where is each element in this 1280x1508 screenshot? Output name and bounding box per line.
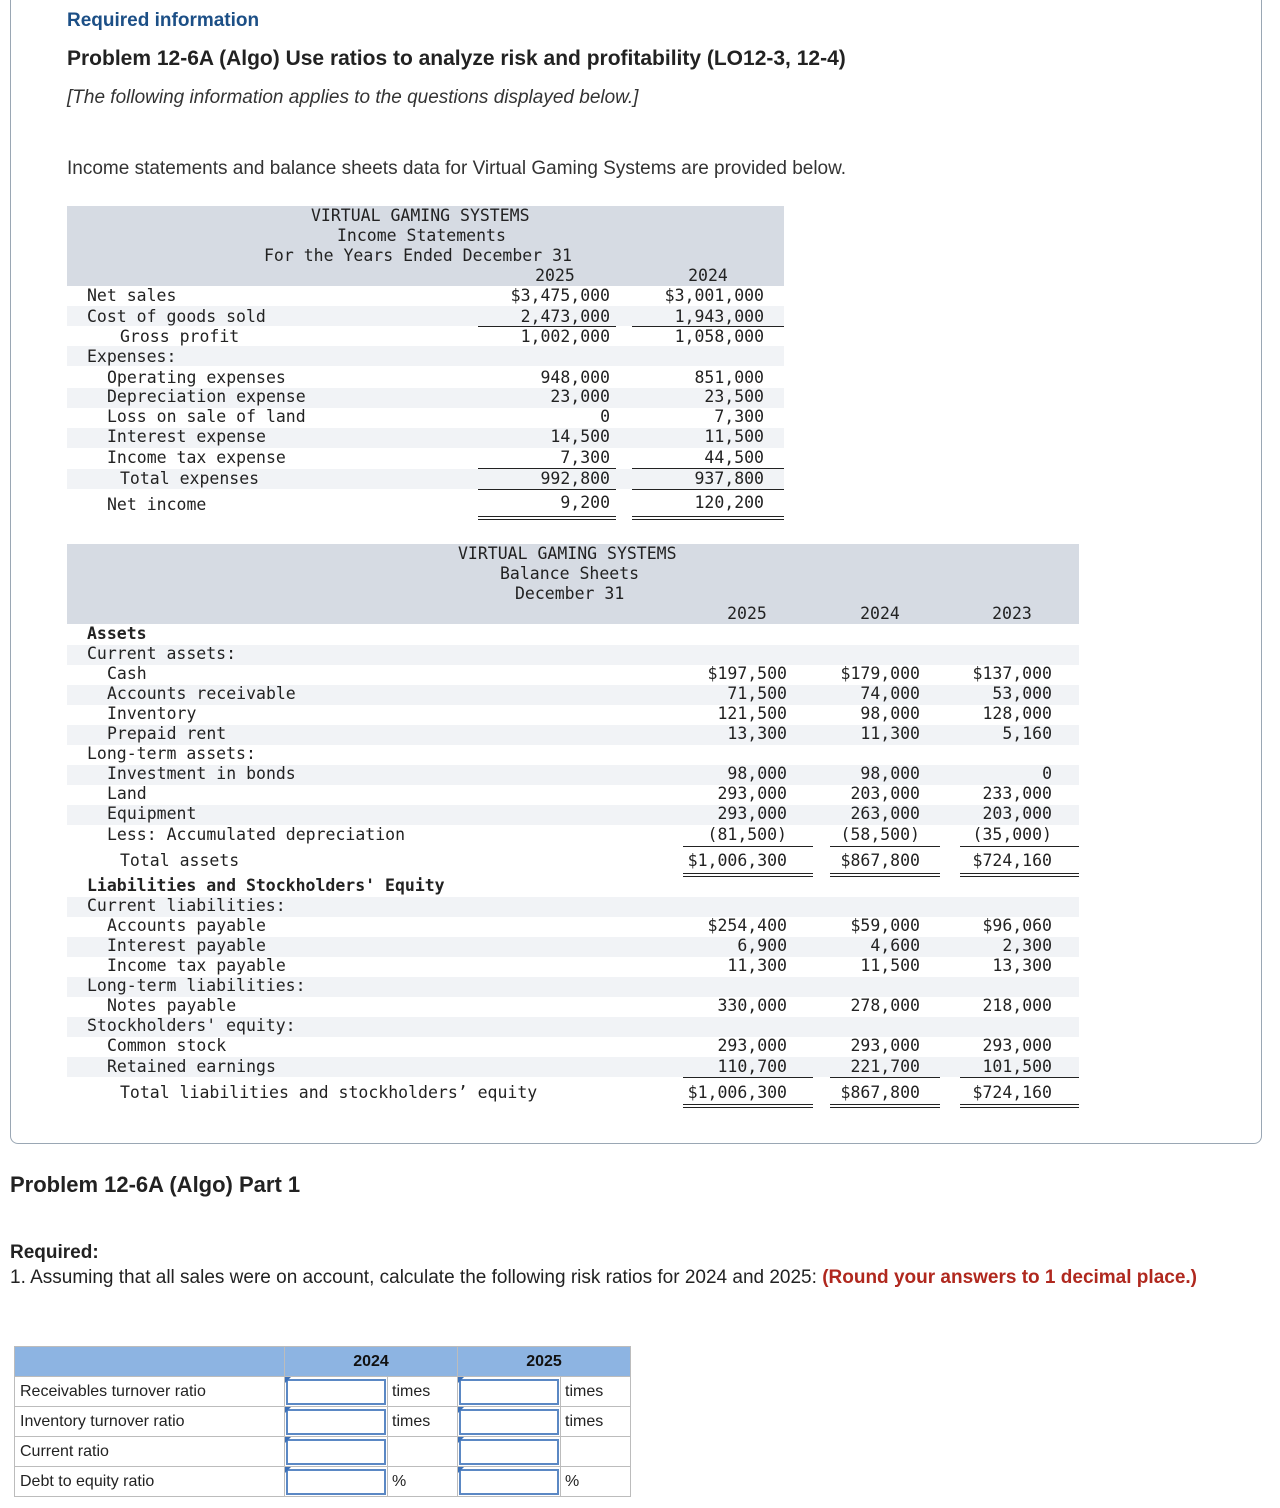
- income-value-2024: 851,000: [694, 368, 764, 387]
- balance-label: Land: [107, 784, 147, 803]
- table-row: [15, 1377, 631, 1407]
- income-label: Total expenses: [120, 469, 260, 488]
- balance-value: $179,000: [840, 664, 920, 683]
- balance-value: $96,060: [982, 916, 1052, 935]
- balance-period: December 31: [515, 584, 625, 603]
- balance-value: $867,800: [840, 1083, 920, 1102]
- balance-value: 203,000: [850, 784, 920, 803]
- income-company: VIRTUAL GAMING SYSTEMS: [311, 206, 530, 225]
- ratio-label: Debt to equity ratio: [15, 1467, 285, 1497]
- balance-value: $867,800: [840, 851, 920, 870]
- balance-label: Stockholders' equity:: [87, 1016, 296, 1035]
- balance-value: 0: [1042, 764, 1052, 783]
- balance-year-2024: 2024: [860, 604, 900, 623]
- income-title: Income Statements: [337, 226, 506, 245]
- balance-value: 13,300: [727, 724, 787, 743]
- balance-label: Current liabilities:: [87, 896, 286, 915]
- balance-label: Retained earnings: [107, 1057, 276, 1076]
- balance-value: 11,500: [860, 956, 920, 975]
- unit-label: %: [388, 1467, 458, 1497]
- income-value-2025: $3,475,000: [510, 286, 610, 305]
- balance-value: 278,000: [850, 996, 920, 1015]
- balance-label: Assets: [87, 624, 147, 643]
- balance-value: 11,300: [727, 956, 787, 975]
- balance-label: Accounts receivable: [107, 684, 296, 703]
- balance-value: 98,000: [860, 764, 920, 783]
- income-value-2024: 1,058,000: [674, 327, 764, 346]
- balance-value: 98,000: [860, 704, 920, 723]
- balance-value: 293,000: [850, 1036, 920, 1055]
- income-value-2025: 7,300: [560, 448, 610, 467]
- table-row: [15, 1467, 631, 1497]
- receivables-turnover-2024-input[interactable]: [286, 1379, 386, 1405]
- balance-value: 233,000: [982, 784, 1052, 803]
- balance-value: $1,006,300: [687, 1083, 787, 1102]
- balance-value: 330,000: [717, 996, 787, 1015]
- balance-value: 53,000: [992, 684, 1052, 703]
- inventory-turnover-2024-input[interactable]: [286, 1409, 386, 1435]
- balance-value: 293,000: [717, 1036, 787, 1055]
- ratio-label: Inventory turnover ratio: [15, 1407, 285, 1437]
- income-value-2025: 2,473,000: [520, 307, 610, 326]
- income-value-2024: 11,500: [704, 427, 764, 446]
- table-row: [15, 1407, 631, 1437]
- balance-value: $59,000: [850, 916, 920, 935]
- current-ratio-2025-input[interactable]: [459, 1439, 559, 1465]
- debt-to-equity-2024-input[interactable]: [286, 1469, 386, 1495]
- income-value-2025: 9,200: [560, 493, 610, 512]
- receivables-turnover-2025-input[interactable]: [459, 1379, 559, 1405]
- balance-value: 110,700: [717, 1057, 787, 1076]
- table-row: [15, 1437, 631, 1467]
- income-label: Cost of goods sold: [87, 307, 266, 326]
- balance-label: Income tax payable: [107, 956, 286, 975]
- balance-value: 2,300: [1002, 936, 1052, 955]
- unit-label: times: [388, 1407, 458, 1437]
- unit-label: times: [561, 1377, 631, 1407]
- problem-title: Problem 12-6A (Algo) Use ratios to analyze risk and profitability (LO12-3, 12-4): [67, 47, 846, 70]
- income-value-2024: $3,001,000: [664, 286, 764, 305]
- income-label: Loss on sale of land: [107, 407, 306, 426]
- income-value-2025: 992,800: [540, 469, 610, 488]
- balance-value: 121,500: [717, 704, 787, 723]
- income-label: Depreciation expense: [107, 387, 306, 406]
- ratio-label: Current ratio: [15, 1437, 285, 1467]
- unit-label: times: [388, 1377, 458, 1407]
- balance-value: 221,700: [850, 1057, 920, 1076]
- unit-label: times: [561, 1407, 631, 1437]
- balance-value: 128,000: [982, 704, 1052, 723]
- balance-label: Interest payable: [107, 936, 266, 955]
- balance-label: Current assets:: [87, 644, 237, 663]
- required-information-heading: Required information: [67, 10, 260, 31]
- balance-label: Inventory: [107, 704, 197, 723]
- balance-value: $197,500: [707, 664, 787, 683]
- balance-label: Long-term assets:: [87, 744, 256, 763]
- balance-value: 293,000: [717, 804, 787, 823]
- balance-label: Investment in bonds: [107, 764, 296, 783]
- income-label: Income tax expense: [107, 448, 286, 467]
- income-label: Expenses:: [87, 347, 177, 366]
- balance-label: Total liabilities and stockholders’ equity: [120, 1083, 538, 1102]
- balance-label: Equipment: [107, 804, 197, 823]
- balance-label: Liabilities and Stockholders' Equity: [87, 876, 445, 895]
- col-header-2024: 2024: [285, 1347, 458, 1377]
- balance-company: VIRTUAL GAMING SYSTEMS: [458, 544, 677, 563]
- income-label: Net income: [107, 495, 207, 514]
- balance-label: Total assets: [120, 851, 240, 870]
- unit-label: [388, 1437, 458, 1467]
- income-label: Net sales: [87, 286, 177, 305]
- unit-label: %: [561, 1467, 631, 1497]
- balance-value: 74,000: [860, 684, 920, 703]
- income-label: Gross profit: [120, 327, 240, 346]
- balance-value: $724,160: [972, 851, 1052, 870]
- required-label: Required:: [10, 1242, 99, 1263]
- income-value-2025: 14,500: [550, 427, 610, 446]
- round-note: (Round your answers to 1 decimal place.): [822, 1267, 1198, 1288]
- income-year-2024: 2024: [688, 266, 728, 285]
- balance-label: Accounts payable: [107, 916, 266, 935]
- ratio-answer-table: [14, 1346, 631, 1497]
- balance-value: (35,000): [972, 825, 1052, 844]
- income-value-2024: 937,800: [694, 469, 764, 488]
- balance-value: 203,000: [982, 804, 1052, 823]
- balance-label: Notes payable: [107, 996, 237, 1015]
- income-label: Interest expense: [107, 427, 266, 446]
- balance-value: 293,000: [982, 1036, 1052, 1055]
- income-label: Operating expenses: [107, 368, 286, 387]
- inventory-turnover-2025-input[interactable]: [459, 1409, 559, 1435]
- balance-label: Long-term liabilities:: [87, 976, 306, 995]
- balance-value: $254,400: [707, 916, 787, 935]
- income-value-2025: 948,000: [540, 368, 610, 387]
- part-title: Problem 12-6A (Algo) Part 1: [10, 1172, 301, 1197]
- income-value-2024: 23,500: [704, 387, 764, 406]
- balance-label: Less: Accumulated depreciation: [107, 825, 406, 844]
- balance-value: 98,000: [727, 764, 787, 783]
- balance-value: 218,000: [982, 996, 1052, 1015]
- balance-value: 263,000: [850, 804, 920, 823]
- balance-year-2025: 2025: [727, 604, 767, 623]
- balance-value: $137,000: [972, 664, 1052, 683]
- income-value-2024: 120,200: [694, 493, 764, 512]
- income-value-2024: 1,943,000: [674, 307, 764, 326]
- ratio-label: Receivables turnover ratio: [15, 1377, 285, 1407]
- balance-label: Common stock: [107, 1036, 227, 1055]
- col-header-2025: 2025: [458, 1347, 631, 1377]
- unit-label: [561, 1437, 631, 1467]
- balance-value: 71,500: [727, 684, 787, 703]
- current-ratio-2024-input[interactable]: [286, 1439, 386, 1465]
- required-text: [10, 1266, 1255, 1290]
- balance-value: 11,300: [860, 724, 920, 743]
- blank-header: [15, 1347, 285, 1377]
- balance-value: 293,000: [717, 784, 787, 803]
- balance-value: (81,500): [707, 825, 787, 844]
- balance-value: 4,600: [870, 936, 920, 955]
- income-period: For the Years Ended December 31: [264, 246, 572, 265]
- balance-value: 13,300: [992, 956, 1052, 975]
- applies-note: [The following information applies to the questions displayed below.]: [67, 87, 639, 108]
- balance-label: Cash: [107, 664, 147, 683]
- income-value-2024: 44,500: [704, 448, 764, 467]
- balance-value: $724,160: [972, 1083, 1052, 1102]
- balance-value: 5,160: [1002, 724, 1052, 743]
- intro-text: Income statements and balance sheets data for Virtual Gaming Systems are provided below.: [67, 158, 847, 179]
- income-value-2025: 23,000: [550, 387, 610, 406]
- balance-value: 101,500: [982, 1057, 1052, 1076]
- income-value-2024: 7,300: [714, 407, 764, 426]
- balance-title: Balance Sheets: [500, 564, 640, 583]
- balance-year-2023: 2023: [992, 604, 1032, 623]
- required-instruction: 1. Assuming that all sales were on account, calculate the following risk ratios for 2024 and 2025:: [10, 1267, 817, 1288]
- income-year-2025: 2025: [535, 266, 575, 285]
- balance-label: Prepaid rent: [107, 724, 227, 743]
- income-value-2025: 1,002,000: [520, 327, 610, 346]
- balance-value: 6,900: [737, 936, 787, 955]
- balance-value: $1,006,300: [687, 851, 787, 870]
- balance-value: (58,500): [840, 825, 920, 844]
- debt-to-equity-2025-input[interactable]: [459, 1469, 559, 1495]
- income-value-2025: 0: [600, 407, 610, 426]
